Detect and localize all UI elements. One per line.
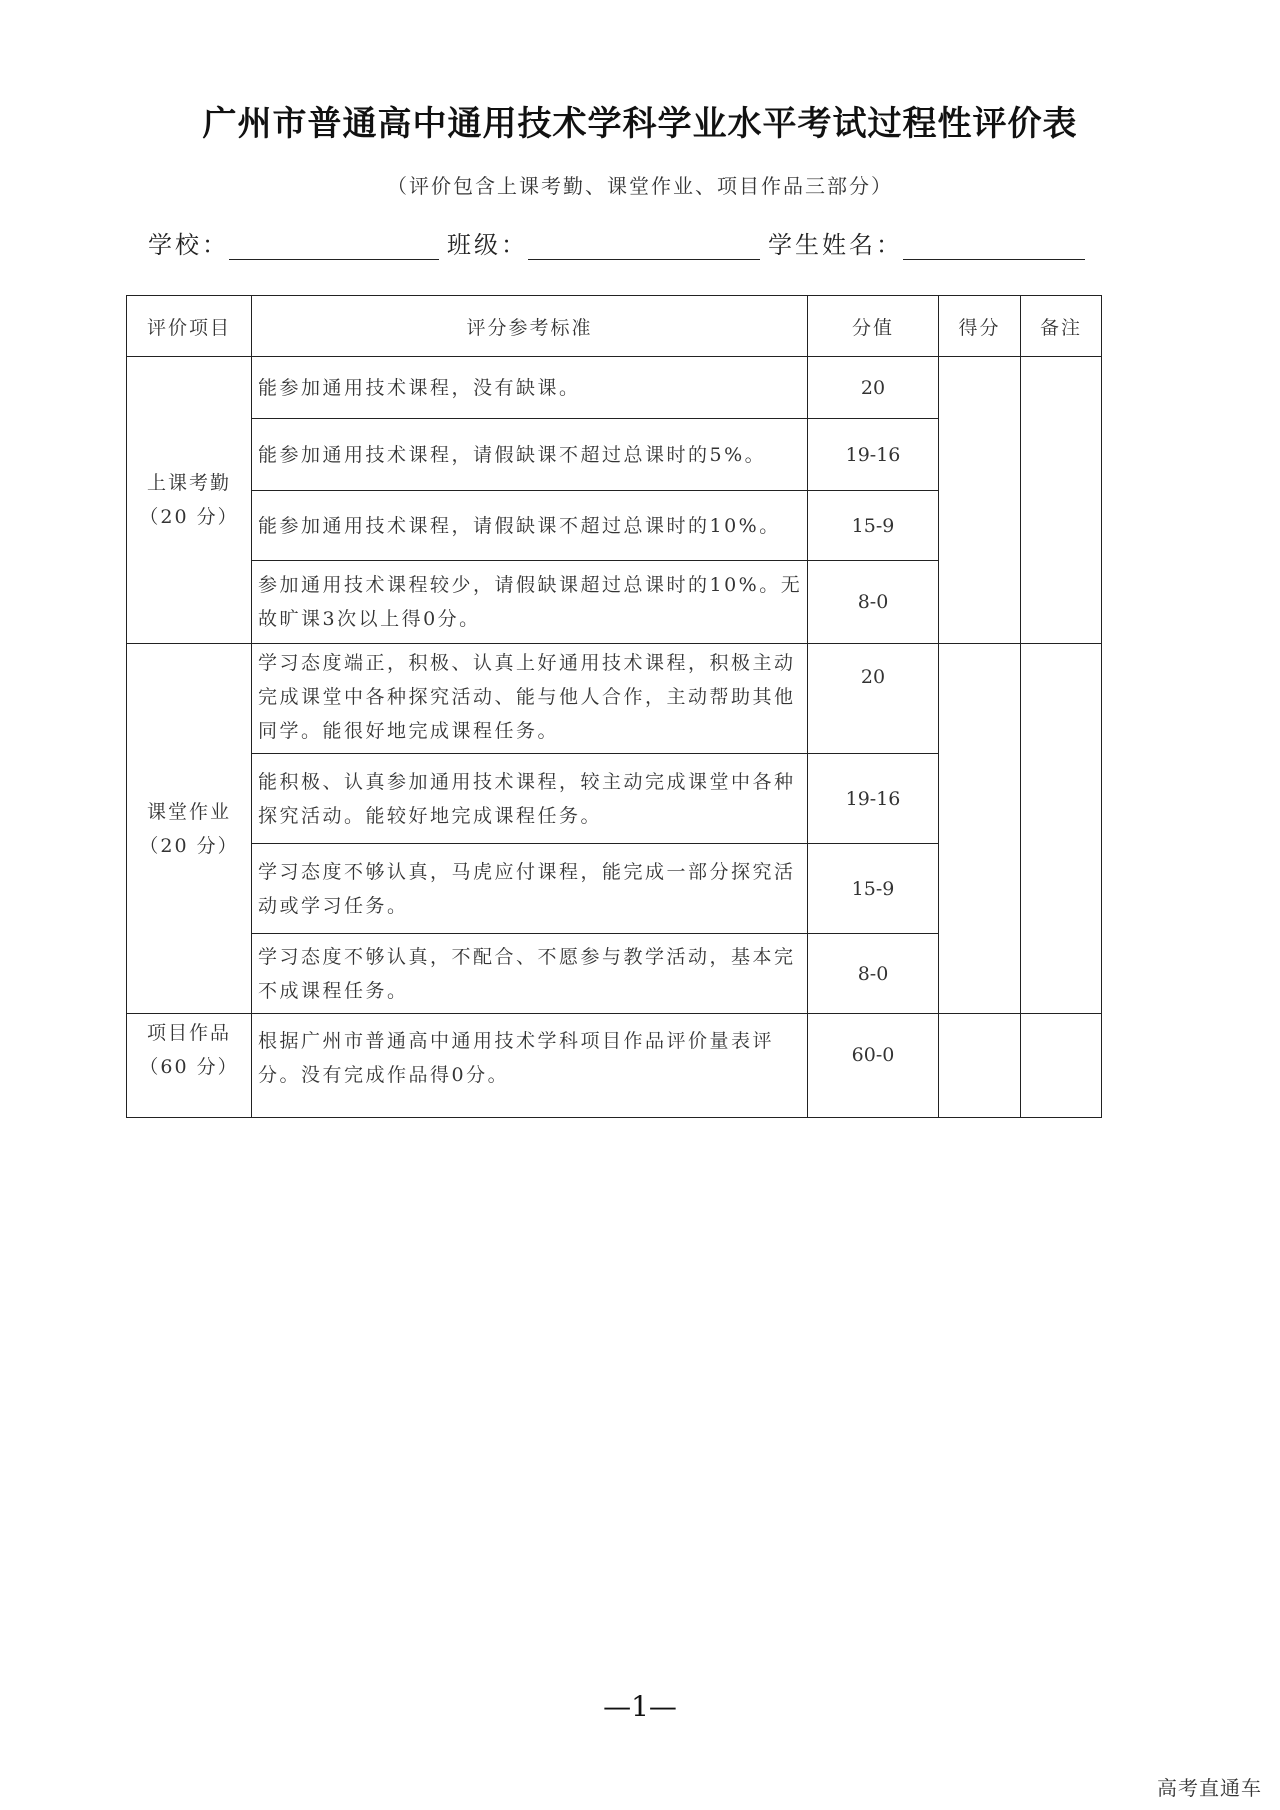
watermark: 高考直通车	[1157, 1776, 1262, 1800]
points-cell: 15-9	[808, 844, 939, 934]
criteria-cell: 能积极、认真参加通用技术课程，较主动完成课堂中各种探究活动。能较好地完成课程任务。	[252, 754, 808, 844]
criteria-cell: 能参加通用技术课程，没有缺课。	[252, 357, 808, 419]
criteria-cell: 学习态度不够认真，不配合、不愿参与教学活动，基本完不成课程任务。	[252, 934, 808, 1014]
category-classwork	[127, 644, 252, 1014]
page-number: —1—	[603, 1690, 677, 1723]
criteria-cell: 能参加通用技术课程，请假缺课不超过总课时的10%。	[252, 491, 808, 561]
student-name-label: 学生姓名：	[768, 231, 903, 259]
points-cell: 19-16	[808, 754, 939, 844]
category-weight: （60 分）	[139, 1056, 239, 1078]
criteria-cell: 学习态度不够认真，马虎应付课程，能完成一部分探究活动或学习任务。	[252, 844, 808, 934]
category-name: 课堂作业	[146, 800, 231, 823]
notes-cell-classwork[interactable]	[1021, 644, 1102, 1014]
school-label: 学校：	[148, 231, 229, 259]
table-header-row	[127, 296, 1102, 357]
header-score: 得分	[939, 296, 1021, 357]
school-field[interactable]	[229, 231, 439, 260]
table-row	[127, 357, 1102, 419]
notes-cell-attendance[interactable]	[1021, 357, 1102, 644]
header-item: 评价项目	[127, 296, 252, 357]
header-criteria: 评分参考标准	[252, 296, 808, 357]
criteria-cell: 能参加通用技术课程，请假缺课不超过总课时的5%。	[252, 419, 808, 491]
category-attendance	[127, 357, 252, 644]
criteria-cell: 学习态度端正，积极、认真上好通用技术课程，积极主动完成课堂中各种探究活动、能与他人合作，主动帮助其他同学。能很好地完成课程任务。	[252, 644, 808, 754]
document-title: 广州市普通高中通用技术学科学业水平考试过程性评价表	[202, 104, 1078, 144]
points-cell: 8-0	[808, 561, 939, 644]
points-cell: 19-16	[808, 419, 939, 491]
points-cell: 20	[808, 644, 939, 754]
class-field[interactable]	[528, 231, 760, 260]
category-weight: （20 分）	[139, 834, 239, 857]
category-name: 项目作品	[146, 1022, 231, 1044]
score-cell-attendance[interactable]	[939, 357, 1021, 644]
notes-cell-project[interactable]	[1021, 1014, 1102, 1118]
student-info-line	[148, 224, 1093, 260]
category-project	[127, 1014, 252, 1118]
table-row	[127, 1014, 1102, 1118]
points-cell: 60-0	[808, 1014, 939, 1118]
header-points: 分值	[808, 296, 939, 357]
category-weight: （20 分）	[139, 506, 239, 528]
score-cell-project[interactable]	[939, 1014, 1021, 1118]
points-cell: 15-9	[808, 491, 939, 561]
category-name: 上课考勤	[146, 472, 231, 494]
header-notes: 备注	[1021, 296, 1102, 357]
student-name-field[interactable]	[903, 231, 1085, 260]
class-label: 班级：	[447, 231, 528, 259]
points-cell: 8-0	[808, 934, 939, 1014]
score-cell-classwork[interactable]	[939, 644, 1021, 1014]
criteria-cell: 参加通用技术课程较少，请假缺课超过总课时的10%。无故旷课3次以上得0分。	[252, 561, 808, 644]
criteria-cell: 根据广州市普通高中通用技术学科项目作品评价量表评分。没有完成作品得0分。	[252, 1014, 808, 1118]
evaluation-table	[126, 295, 1102, 1118]
table-row	[127, 644, 1102, 754]
document-subtitle: （评价包含上课考勤、课堂作业、项目作品三部分）	[387, 174, 893, 198]
points-cell: 20	[808, 357, 939, 419]
